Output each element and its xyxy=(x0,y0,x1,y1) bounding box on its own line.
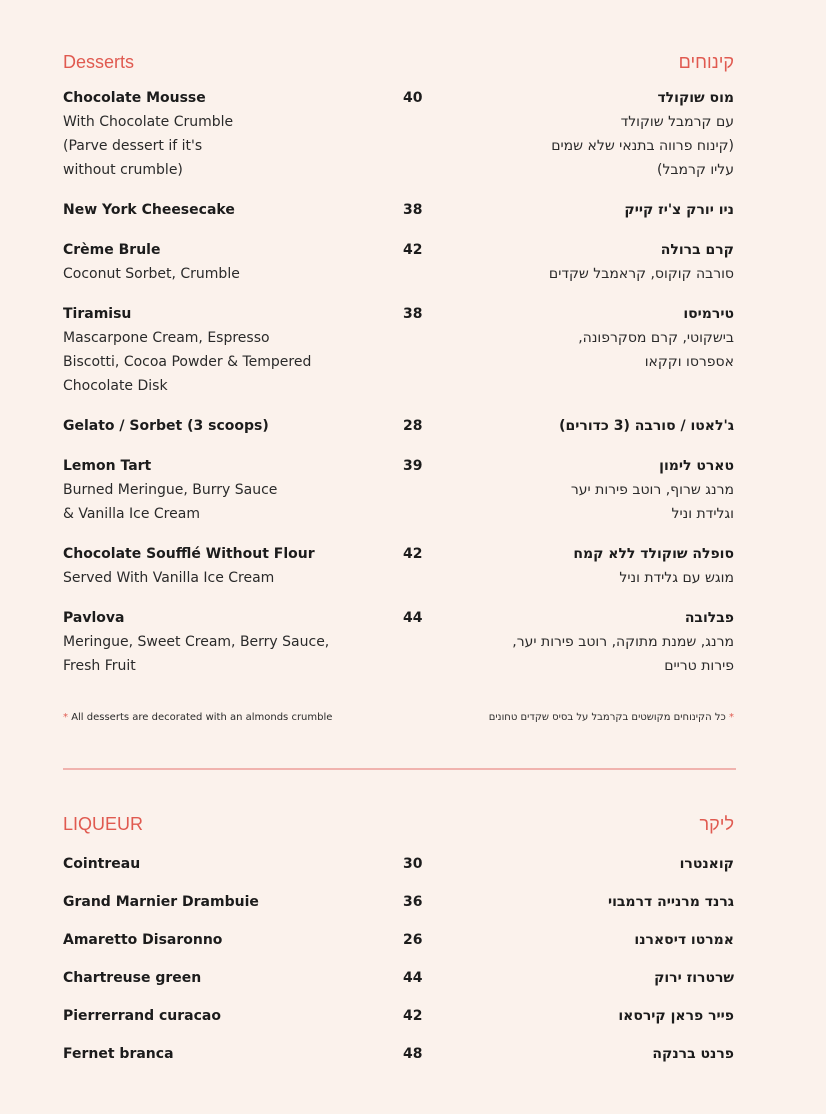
note-text-he: כל הקינוחים מקושטים בקרמבל על בסיס שקדים טחונים xyxy=(488,712,726,723)
item-name-en: Gelato / Sorbet (3 scoops) xyxy=(63,418,269,434)
item-en xyxy=(63,606,383,678)
item-he xyxy=(434,852,734,876)
item-en xyxy=(63,542,383,590)
item-name-en: Chocolate Soufflé Without Flour xyxy=(63,546,315,562)
item-price: 40 xyxy=(403,90,423,106)
item-name-en: Crème Brule xyxy=(63,242,161,258)
item-desc-he: עליו קרמבל) xyxy=(657,162,734,178)
item-he xyxy=(434,1042,734,1066)
item-he xyxy=(434,542,734,590)
item-name-he: שרטרוז ירוק xyxy=(654,970,734,986)
item-price: 28 xyxy=(403,418,423,434)
item-name-en: Grand Marnier Drambuie xyxy=(63,894,259,910)
item-name-he: קרם ברולה xyxy=(660,242,734,258)
item-en xyxy=(63,302,383,398)
item-name-he: פבלובה xyxy=(684,610,734,626)
liqueur-title-en: LIQUEUR xyxy=(63,814,144,834)
item-he xyxy=(434,606,734,678)
item-name-he: פרנט ברנקה xyxy=(652,1046,734,1062)
item-en xyxy=(63,852,383,876)
item-desc-en: Served With Vanilla Ice Cream xyxy=(63,570,275,586)
note-star-en: * xyxy=(63,712,68,723)
item-price: 39 xyxy=(403,458,423,474)
item-price: 30 xyxy=(403,856,423,872)
item-desc-en: without crumble) xyxy=(63,162,183,178)
item-desc-en: Fresh Fruit xyxy=(63,658,136,674)
item-name-en: New York Cheesecake xyxy=(63,202,235,218)
item-he xyxy=(434,1004,734,1028)
item-desc-he: בישקוטי, קרם מסקרפונה, xyxy=(578,330,734,346)
item-he xyxy=(434,928,734,952)
item-desc-he: מרנג שרוף, רוטב פירות יער xyxy=(570,482,734,498)
desserts-title-en: Desserts xyxy=(63,52,135,72)
item-en xyxy=(63,414,383,438)
item-en xyxy=(63,928,383,952)
item-desc-he: אספרסו וקקאו xyxy=(644,354,734,370)
item-price: 44 xyxy=(403,610,423,626)
item-name-en: Chartreuse green xyxy=(63,970,202,986)
item-price: 42 xyxy=(403,1008,423,1024)
item-name-en: Chocolate Mousse xyxy=(63,90,206,106)
item-price: 48 xyxy=(403,1046,423,1062)
item-desc-en: With Chocolate Crumble xyxy=(63,114,234,130)
item-price: 38 xyxy=(403,306,423,322)
desserts-note-he xyxy=(489,712,734,724)
desserts-title-he: קינוחים xyxy=(678,52,734,72)
liqueur-section xyxy=(0,814,826,1074)
item-desc-en: Chocolate Disk xyxy=(63,378,168,394)
desserts-section xyxy=(0,52,826,702)
item-desc-en: Coconut Sorbet, Crumble xyxy=(63,266,240,282)
item-he xyxy=(434,198,734,222)
item-name-he: אמרטו דיסארנו xyxy=(634,932,734,948)
item-desc-he: עם קרמבל שוקולד xyxy=(620,114,734,130)
item-desc-en: (Parve dessert if it's xyxy=(63,138,203,154)
item-name-he: טירמיסו xyxy=(683,306,734,322)
item-desc-he: פירות טריים xyxy=(664,658,734,674)
item-desc-he: מוגש עם גלידת וניל xyxy=(619,570,734,586)
item-price: 42 xyxy=(403,242,423,258)
item-desc-en: Biscotti, Cocoa Powder & Tempered xyxy=(63,354,312,370)
item-name-he: גרנד מרנייה דרמבוי xyxy=(607,894,734,910)
item-desc-en: & Vanilla Ice Cream xyxy=(63,506,200,522)
item-name-he: טארט לימון xyxy=(659,458,734,474)
item-name-en: Pavlova xyxy=(63,610,125,626)
item-he xyxy=(434,302,734,374)
item-he xyxy=(434,890,734,914)
item-price: 36 xyxy=(403,894,423,910)
item-he xyxy=(434,86,734,182)
item-en xyxy=(63,198,383,222)
item-he xyxy=(434,414,734,438)
item-price: 38 xyxy=(403,202,423,218)
item-price: 42 xyxy=(403,546,423,562)
item-he xyxy=(434,454,734,526)
item-en xyxy=(63,86,383,182)
item-name-en: Cointreau xyxy=(63,856,141,872)
item-en xyxy=(63,1004,383,1028)
item-desc-en: Meringue, Sweet Cream, Berry Sauce, xyxy=(63,634,330,650)
item-price: 26 xyxy=(403,932,423,948)
item-name-he: סופלה שוקולד ללא קמח xyxy=(573,546,734,562)
item-en xyxy=(63,454,383,526)
item-name-he: מוס שוקולד xyxy=(657,90,734,106)
item-he xyxy=(434,966,734,990)
item-name-en: Pierrerrand curacao xyxy=(63,1008,221,1024)
item-desc-en: Mascarpone Cream, Espresso xyxy=(63,330,270,346)
item-name-en: Amaretto Disaronno xyxy=(63,932,223,948)
item-name-he: קואנטרו xyxy=(679,856,734,872)
item-name-he: ניו יורק צ'יז קייק xyxy=(624,202,734,218)
item-desc-he: סורבה קוקוס, קראמבל שקדים xyxy=(548,266,734,282)
item-en xyxy=(63,890,383,914)
item-en xyxy=(63,238,383,286)
section-divider xyxy=(63,768,736,770)
item-en xyxy=(63,966,383,990)
item-desc-he: מרנג, שמנת מתוקה, רוטב פירות יער, xyxy=(512,634,734,650)
desserts-note-en xyxy=(63,712,332,724)
item-desc-he: וגלידת וניל xyxy=(671,506,734,522)
liqueur-title-he: ליקר xyxy=(699,814,734,834)
item-he xyxy=(434,238,734,286)
note-text-en: All desserts are decorated with an almonds crumble xyxy=(71,712,333,723)
item-name-en: Tiramisu xyxy=(63,306,132,322)
item-en xyxy=(63,1042,383,1066)
item-name-en: Lemon Tart xyxy=(63,458,152,474)
note-star-he: * xyxy=(729,712,734,723)
item-price: 44 xyxy=(403,970,423,986)
item-name-he: פייר פראן קירסאו xyxy=(618,1008,734,1024)
item-desc-en: Burned Meringue, Burry Sauce xyxy=(63,482,278,498)
item-name-he: ג'לאטו / סורבה (3 כדורים) xyxy=(559,418,734,434)
item-desc-he: (קינוח פרווה בתנאי שלא שמים xyxy=(551,138,734,154)
item-name-en: Fernet branca xyxy=(63,1046,174,1062)
